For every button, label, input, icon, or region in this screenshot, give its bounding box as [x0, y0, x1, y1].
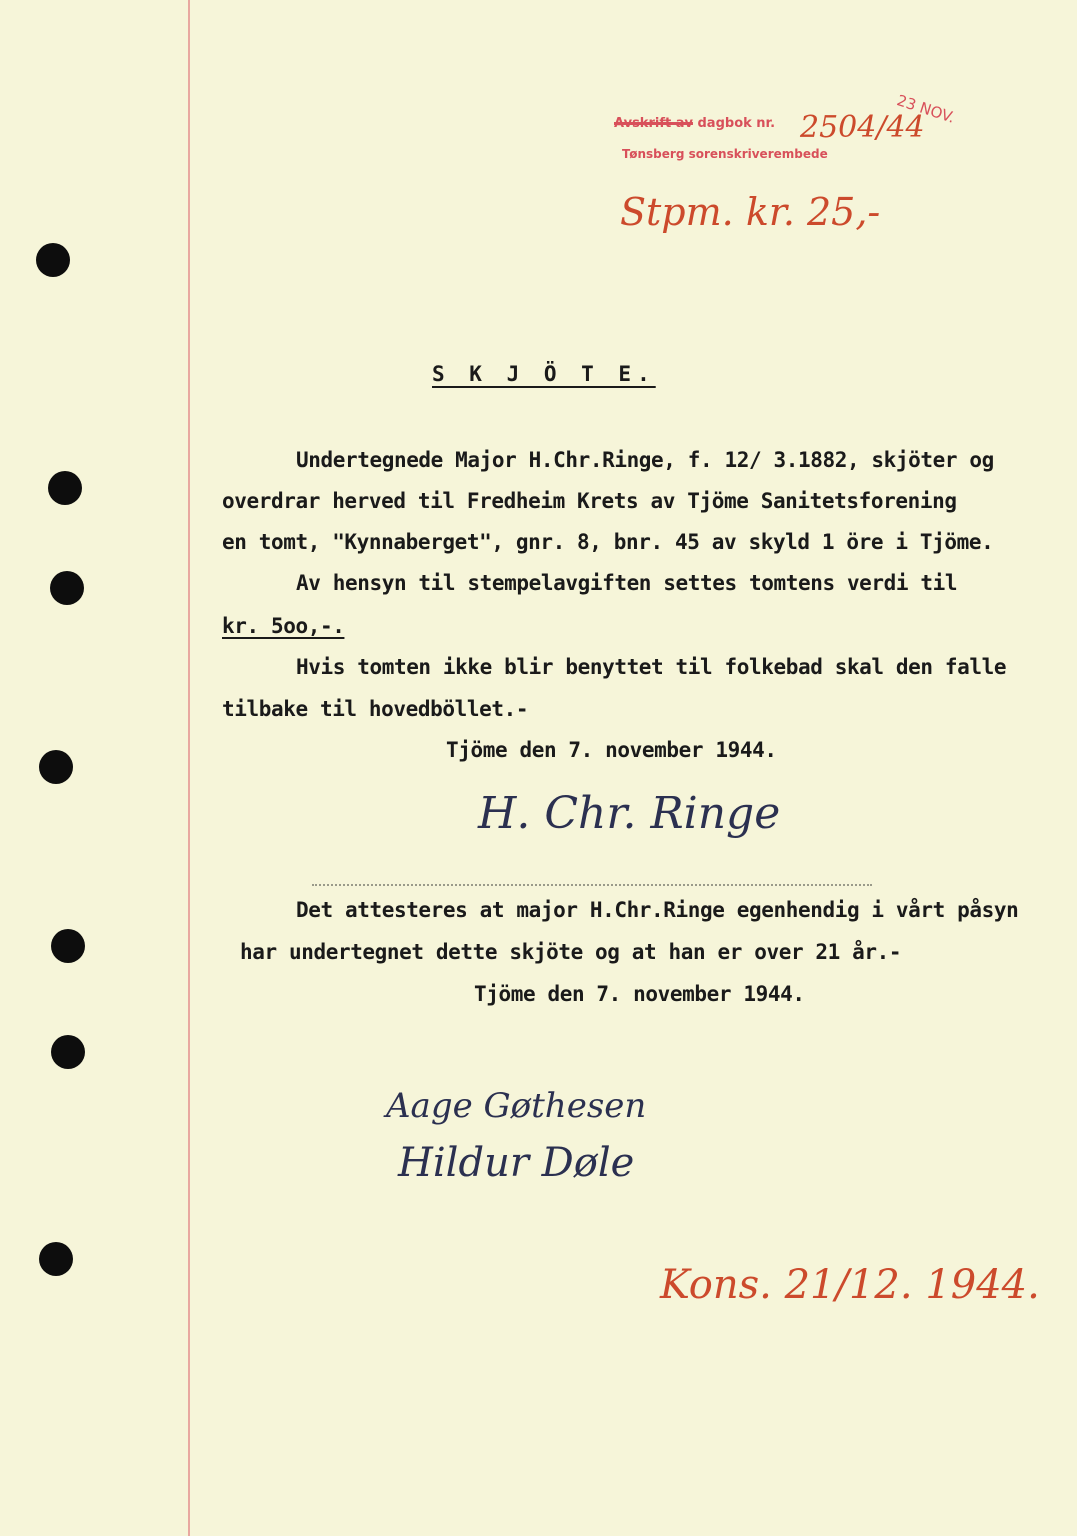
text-line: Det attesteres at major H.Chr.Ringe egenhendig i vårt påsyn [296, 898, 1019, 922]
text-line: overdrar herved til Fredheim Krets av Tjöme Sanitetsforening [222, 489, 957, 513]
text-line: en tomt, "Kynnaberget", gnr. 8, bnr. 45 av skyld 1 öre i Tjöme. [222, 530, 994, 554]
text-line: Hvis tomten ikke blir benyttet til folkebad skal den falle [296, 655, 1007, 679]
stamp-fee-note: Stpm. kr. 25,- [620, 190, 881, 234]
text-line: Undertegnede Major H.Chr.Ringe, f. 12/ 3.1882, skjöter og [296, 448, 994, 472]
property-value: kr. 5oo,-. [222, 614, 345, 638]
witness-signature: Hildur Døle [398, 1140, 635, 1186]
document-title: S K J Ö T E. [432, 362, 656, 386]
dagbok-number: 2504/44 [800, 110, 925, 145]
registry-stamp [614, 116, 775, 131]
margin-rule [188, 0, 190, 1536]
divider [312, 884, 872, 886]
place-date: Tjöme den 7. november 1944. [474, 982, 805, 1006]
witness-signature: Aage Gøthesen [386, 1086, 647, 1126]
punch-hole [51, 929, 85, 963]
stamp-office: Tønsberg sorenskriverembede [622, 147, 828, 161]
punch-hole [36, 243, 70, 277]
punch-hole [39, 1242, 73, 1276]
place-date: Tjöme den 7. november 1944. [446, 738, 777, 762]
grantor-signature: H. Chr. Ringe [478, 788, 781, 839]
text-line: Av hensyn til stempelavgiften settes tomtens verdi til [296, 571, 958, 595]
punch-hole [39, 750, 73, 784]
stamp-prefix: Avskrift av [614, 116, 693, 131]
text-line: har undertegnet dette skjöte og at han er over 21 år.- [240, 940, 902, 964]
kons-note: Kons. 21/12. 1944. [660, 1262, 1040, 1308]
punch-hole [48, 471, 82, 505]
stamp-date: 23 NOV. [894, 91, 958, 127]
punch-hole [50, 571, 84, 605]
punch-hole [51, 1035, 85, 1069]
text-line: tilbake til hovedböllet.- [222, 697, 529, 721]
stamp-label: dagbok nr. [697, 116, 776, 131]
